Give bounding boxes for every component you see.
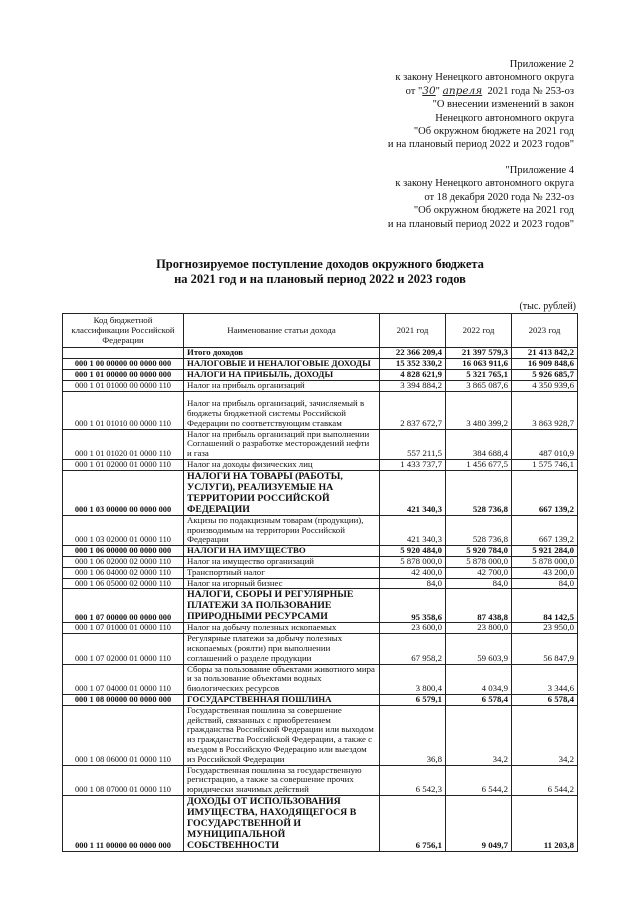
annex-4-line: и на плановый период 2022 и 2023 годов" <box>387 218 574 230</box>
cell-2021: 5 920 484,0 <box>380 546 446 557</box>
cell-name: НАЛОГИ НА ПРИБЫЛЬ, ДОХОДЫ <box>184 369 380 380</box>
cell-2022: 1 456 677,5 <box>446 459 512 470</box>
table-row <box>63 429 578 459</box>
cell-2022: 6 578,4 <box>446 694 512 705</box>
header-code: Код бюджетной классификации Российской Федерации <box>63 314 184 348</box>
cell-2021: 4 828 621,9 <box>380 369 446 380</box>
table-row <box>63 589 578 623</box>
cell-2023: 6 578,4 <box>512 694 578 705</box>
cell-2021: 84,0 <box>380 578 446 589</box>
annex-2-line: "О внесении изменений в закон <box>432 99 574 111</box>
cell-2023: 5 926 685,7 <box>512 369 578 380</box>
cell-name: Налог на игорный бизнес <box>184 578 380 589</box>
cell-name: Налог на прибыль организаций <box>184 380 380 391</box>
cell-2022: 23 800,0 <box>446 623 512 634</box>
table-row <box>63 664 578 694</box>
header-2022: 2022 год <box>446 314 512 348</box>
table-row <box>63 556 578 567</box>
cell-2023: 16 909 848,6 <box>512 359 578 370</box>
cell-2021: 3 800,4 <box>380 664 446 694</box>
cell-code: 000 1 03 02000 01 0000 110 <box>63 515 184 545</box>
cell-2023: 5 921 284,0 <box>512 546 578 557</box>
handwritten-day: 30 <box>422 84 436 97</box>
cell-code <box>63 348 184 359</box>
cell-2021: 36,8 <box>380 705 446 765</box>
cell-2022: 9 049,7 <box>446 795 512 851</box>
annex-4-header <box>388 164 574 231</box>
cell-2021: 23 600,0 <box>380 623 446 634</box>
cell-name: Налог на прибыль организаций при выполнении Соглашений о разработке месторождений нефти и газа <box>184 429 380 459</box>
table-row <box>63 369 578 380</box>
date-quote: " <box>435 85 440 97</box>
cell-code: 000 1 07 04000 01 0000 110 <box>63 664 184 694</box>
cell-2022: 21 397 579,3 <box>446 348 512 359</box>
cell-2023: 84,0 <box>512 578 578 589</box>
cell-code: 000 1 08 00000 00 0000 000 <box>63 694 184 705</box>
cell-name: НАЛОГИ НА ТОВАРЫ (РАБОТЫ, УСЛУГИ), РЕАЛИЗУЕМЫЕ НА ТЕРРИТОРИИ РОССИЙСКОЙ ФЕДЕРАЦИИ <box>184 470 380 515</box>
cell-2021: 6 542,3 <box>380 765 446 795</box>
cell-2023: 21 413 842,2 <box>512 348 578 359</box>
cell-code: 000 1 06 05000 02 0000 110 <box>63 578 184 589</box>
cell-code: 000 1 07 01000 01 0000 110 <box>63 623 184 634</box>
cell-2023: 1 575 746,1 <box>512 459 578 470</box>
cell-2022: 3 480 399,2 <box>446 391 512 429</box>
cell-2022: 16 063 911,6 <box>446 359 512 370</box>
cell-2021: 67 958,2 <box>380 634 446 664</box>
units-label: (тыс. рублей) <box>519 301 576 312</box>
table-row <box>63 623 578 634</box>
cell-2021: 22 366 209,4 <box>380 348 446 359</box>
cell-code: 000 1 01 01020 01 0000 110 <box>63 429 184 459</box>
annex-2-line: к закону Ненецкого автономного округа <box>395 72 574 84</box>
annex-4-line: "Приложение 4 <box>505 165 574 176</box>
cell-2021: 95 358,6 <box>380 589 446 623</box>
cell-name: Налог на прибыль организаций, зачисляемый в бюджеты бюджетной системы Российской Федерации по соответствующим ставкам <box>184 391 380 429</box>
annex-2-line: 2021 года № 253-оз <box>487 85 574 97</box>
cell-2022: 84,0 <box>446 578 512 589</box>
table-row <box>63 515 578 545</box>
handwritten-month: апреля <box>442 84 483 97</box>
annex-2-header <box>388 58 574 152</box>
cell-2021: 6 579,1 <box>380 694 446 705</box>
cell-name: Налог на добычу полезных ископаемых <box>184 623 380 634</box>
table-row <box>63 470 578 515</box>
cell-name: ДОХОДЫ ОТ ИСПОЛЬЗОВАНИЯ ИМУЩЕСТВА, НАХОДЯЩЕГОСЯ В ГОСУДАРСТВЕННОЙ И МУНИЦИПАЛЬНОЙ СОБСТВЕННОСТИ <box>184 795 380 851</box>
cell-name: НАЛОГИ НА ИМУЩЕСТВО <box>184 546 380 557</box>
cell-name: Акцизы по подакцизным товарам (продукции), производимым на территории Российской Федерации <box>184 515 380 545</box>
cell-code: 000 1 08 06000 01 0000 110 <box>63 705 184 765</box>
cell-2021: 3 394 884,2 <box>380 380 446 391</box>
cell-2023: 56 847,9 <box>512 634 578 664</box>
cell-2023: 3 863 928,7 <box>512 391 578 429</box>
cell-2023: 6 544,2 <box>512 765 578 795</box>
header-2021: 2021 год <box>380 314 446 348</box>
table-row <box>63 567 578 578</box>
annex-2-line: и на плановый период 2022 и 2023 годов" <box>387 139 574 151</box>
annex-2-line: Ненецкого автономного округа <box>435 112 574 124</box>
cell-2022: 42 700,0 <box>446 567 512 578</box>
annex-4-line: к закону Ненецкого автономного округа <box>395 178 574 190</box>
cell-2022: 528 736,8 <box>446 515 512 545</box>
title-line-1: Прогнозируемое поступление доходов окружного бюджета <box>156 257 484 271</box>
cell-2023: 4 350 939,6 <box>512 380 578 391</box>
table-row <box>63 795 578 851</box>
cell-2022: 3 865 087,6 <box>446 380 512 391</box>
cell-code: 000 1 01 01010 00 0000 110 <box>63 391 184 429</box>
cell-2022: 87 438,8 <box>446 589 512 623</box>
header-name: Наименование статьи дохода <box>184 314 380 348</box>
table-row <box>63 348 578 359</box>
cell-code: 000 1 07 00000 00 0000 000 <box>63 589 184 623</box>
cell-code: 000 1 00 00000 00 0000 000 <box>63 359 184 370</box>
header-2023: 2023 год <box>512 314 578 348</box>
cell-code: 000 1 01 01000 00 0000 110 <box>63 380 184 391</box>
cell-2021: 1 433 737,7 <box>380 459 446 470</box>
cell-2023: 487 010,9 <box>512 429 578 459</box>
document-title <box>0 257 640 287</box>
date-prefix: от " <box>405 85 423 97</box>
cell-name: Сборы за пользование объектами животного мира и за пользование объектами водных биологических ресурсов <box>184 664 380 694</box>
cell-2023: 43 200,0 <box>512 567 578 578</box>
cell-2022: 384 688,4 <box>446 429 512 459</box>
cell-2021: 2 837 672,7 <box>380 391 446 429</box>
cell-name: Регулярные платежи за добычу полезных ископаемых (роялти) при выполнении соглашений о разделе продукции <box>184 634 380 664</box>
cell-name: НАЛОГИ, СБОРЫ И РЕГУЛЯРНЫЕ ПЛАТЕЖИ ЗА ПОЛЬЗОВАНИЕ ПРИРОДНЫМИ РЕСУРСАМИ <box>184 589 380 623</box>
cell-2021: 421 340,3 <box>380 470 446 515</box>
table-row <box>63 578 578 589</box>
cell-code: 000 1 03 00000 00 0000 000 <box>63 470 184 515</box>
annex-4-line: от 18 декабря 2020 года № 232-оз <box>424 191 574 203</box>
table-row <box>63 391 578 429</box>
cell-code: 000 1 06 04000 02 0000 110 <box>63 567 184 578</box>
cell-2022: 5 878 000,0 <box>446 556 512 567</box>
cell-code: 000 1 06 00000 00 0000 000 <box>63 546 184 557</box>
cell-2023: 34,2 <box>512 705 578 765</box>
cell-code: 000 1 11 00000 00 0000 000 <box>63 795 184 851</box>
cell-name: Транспортный налог <box>184 567 380 578</box>
cell-2022: 59 603,9 <box>446 634 512 664</box>
cell-2021: 15 352 330,2 <box>380 359 446 370</box>
cell-code: 000 1 08 07000 01 0000 110 <box>63 765 184 795</box>
annex-2-line: Приложение 2 <box>509 59 574 70</box>
table-row <box>63 634 578 664</box>
annex-2-date-line <box>388 85 574 98</box>
table-row <box>63 694 578 705</box>
cell-2021: 557 211,5 <box>380 429 446 459</box>
cell-code: 000 1 01 00000 00 0000 000 <box>63 369 184 380</box>
table-row <box>63 359 578 370</box>
cell-2023: 3 344,6 <box>512 664 578 694</box>
cell-2021: 421 340,3 <box>380 515 446 545</box>
table-row <box>63 380 578 391</box>
cell-name: Государственная пошлина за государственную регистрацию, а также за совершение прочих юридически значимых действий <box>184 765 380 795</box>
cell-2022: 528 736,8 <box>446 470 512 515</box>
cell-2022: 4 034,9 <box>446 664 512 694</box>
table-body <box>63 348 578 852</box>
cell-name: НАЛОГОВЫЕ И НЕНАЛОГОВЫЕ ДОХОДЫ <box>184 359 380 370</box>
cell-code: 000 1 01 02000 01 0000 110 <box>63 459 184 470</box>
cell-2022: 5 920 784,0 <box>446 546 512 557</box>
cell-2023: 667 139,2 <box>512 515 578 545</box>
annex-2-line: "Об окружном бюджете на 2021 год <box>413 126 574 138</box>
cell-name: Налог на имущество организаций <box>184 556 380 567</box>
cell-2023: 23 950,0 <box>512 623 578 634</box>
cell-name: ГОСУДАРСТВЕННАЯ ПОШЛИНА <box>184 694 380 705</box>
cell-2022: 5 321 765,1 <box>446 369 512 380</box>
title-line-2: на 2021 год и на плановый период 2022 и 2023 годов <box>174 272 466 286</box>
cell-2023: 84 142,5 <box>512 589 578 623</box>
annex-4-line: "Об окружном бюджете на 2021 год <box>413 205 574 217</box>
table-header-row <box>63 314 578 348</box>
cell-2023: 5 878 000,0 <box>512 556 578 567</box>
cell-2023: 11 203,8 <box>512 795 578 851</box>
cell-2022: 34,2 <box>446 705 512 765</box>
table-row <box>63 765 578 795</box>
cell-name: Государственная пошлина за совершение действий, связанных с приобретением гражданства Российской Федерации или выходом из гражданства Российской Федерации, а также с въездом в Российскую Федерацию или выездом из Российской Федерации <box>184 705 380 765</box>
cell-2023: 667 139,2 <box>512 470 578 515</box>
cell-2021: 5 878 000,0 <box>380 556 446 567</box>
table-row <box>63 705 578 765</box>
cell-code: 000 1 07 02000 01 0000 110 <box>63 634 184 664</box>
table-row <box>63 546 578 557</box>
cell-2022: 6 544,2 <box>446 765 512 795</box>
cell-name: Итого доходов <box>184 348 380 359</box>
cell-2021: 6 756,1 <box>380 795 446 851</box>
table-row <box>63 459 578 470</box>
cell-2021: 42 400,0 <box>380 567 446 578</box>
cell-name: Налог на доходы физических лиц <box>184 459 380 470</box>
cell-code: 000 1 06 02000 02 0000 110 <box>63 556 184 567</box>
revenue-table <box>62 313 578 852</box>
